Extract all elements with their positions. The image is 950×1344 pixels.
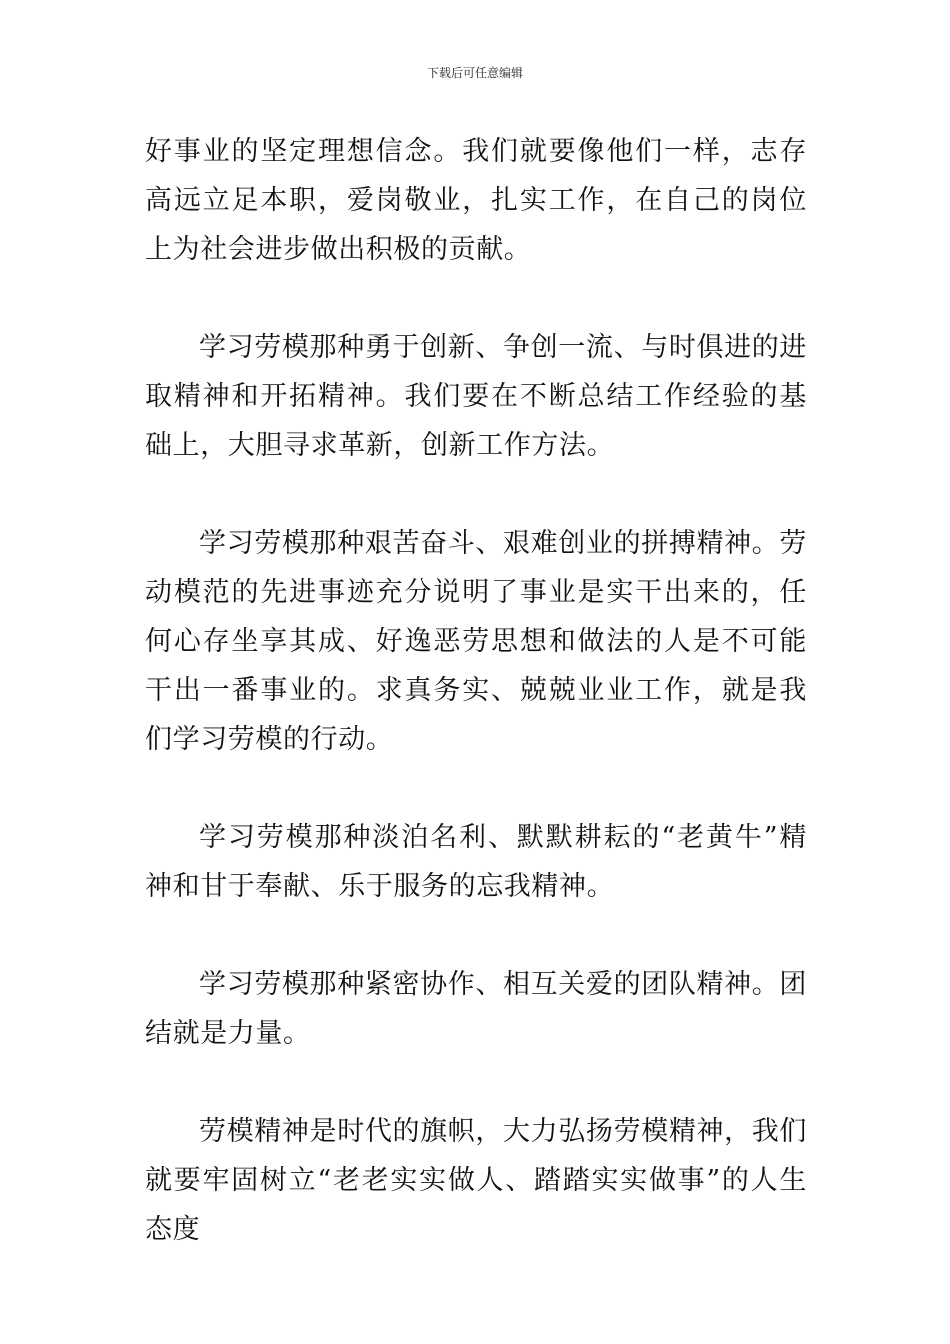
paragraph-gap [145, 470, 807, 519]
header-note: 下载后可任意编辑 [426, 66, 523, 80]
paragraph-3: 学习劳模那种艰苦奋斗、艰难创业的拼搏精神。劳动模范的先进事迹充分说明了事业是实干出来的，任何心存坐享其成、好逸恶劳思想和做法的人是不可能干出一番事业的。求真务实、兢兢业业工作，就是我们学习劳模的行动。 [145, 528, 807, 755]
paragraph-2: 学习劳模那种勇于创新、争创一流、与时俱进的进取精神和开拓精神。我们要在不断总结工作经验的基础上，大胆寻求革新，创新工作方法。 [145, 332, 807, 461]
paragraph-6: 劳模精神是时代的旗帜，大力弘扬劳模精神，我们就要牢固树立“老老实实做人、踏踏实实做事”的人生态度 [145, 1116, 807, 1245]
document-body [145, 127, 807, 1254]
paragraph-1: 好事业的坚定理想信念。我们就要像他们一样，志存高远立足本职，爱岗敬业，扎实工作，在自己的岗位上为社会进步做出积极的贡献。 [145, 136, 807, 265]
paragraph-gap [145, 274, 807, 323]
paragraph-gap [145, 764, 807, 813]
page-header [0, 64, 950, 82]
paragraph-4: 学习劳模那种淡泊名利、默默耕耘的“老黄牛”精神和甘于奉献、乐于服务的忘我精神。 [145, 822, 807, 902]
paragraph-gap [145, 1058, 807, 1107]
paragraph-gap [145, 911, 807, 960]
paragraph-5: 学习劳模那种紧密协作、相互关爱的团队精神。团结就是力量。 [145, 969, 807, 1049]
